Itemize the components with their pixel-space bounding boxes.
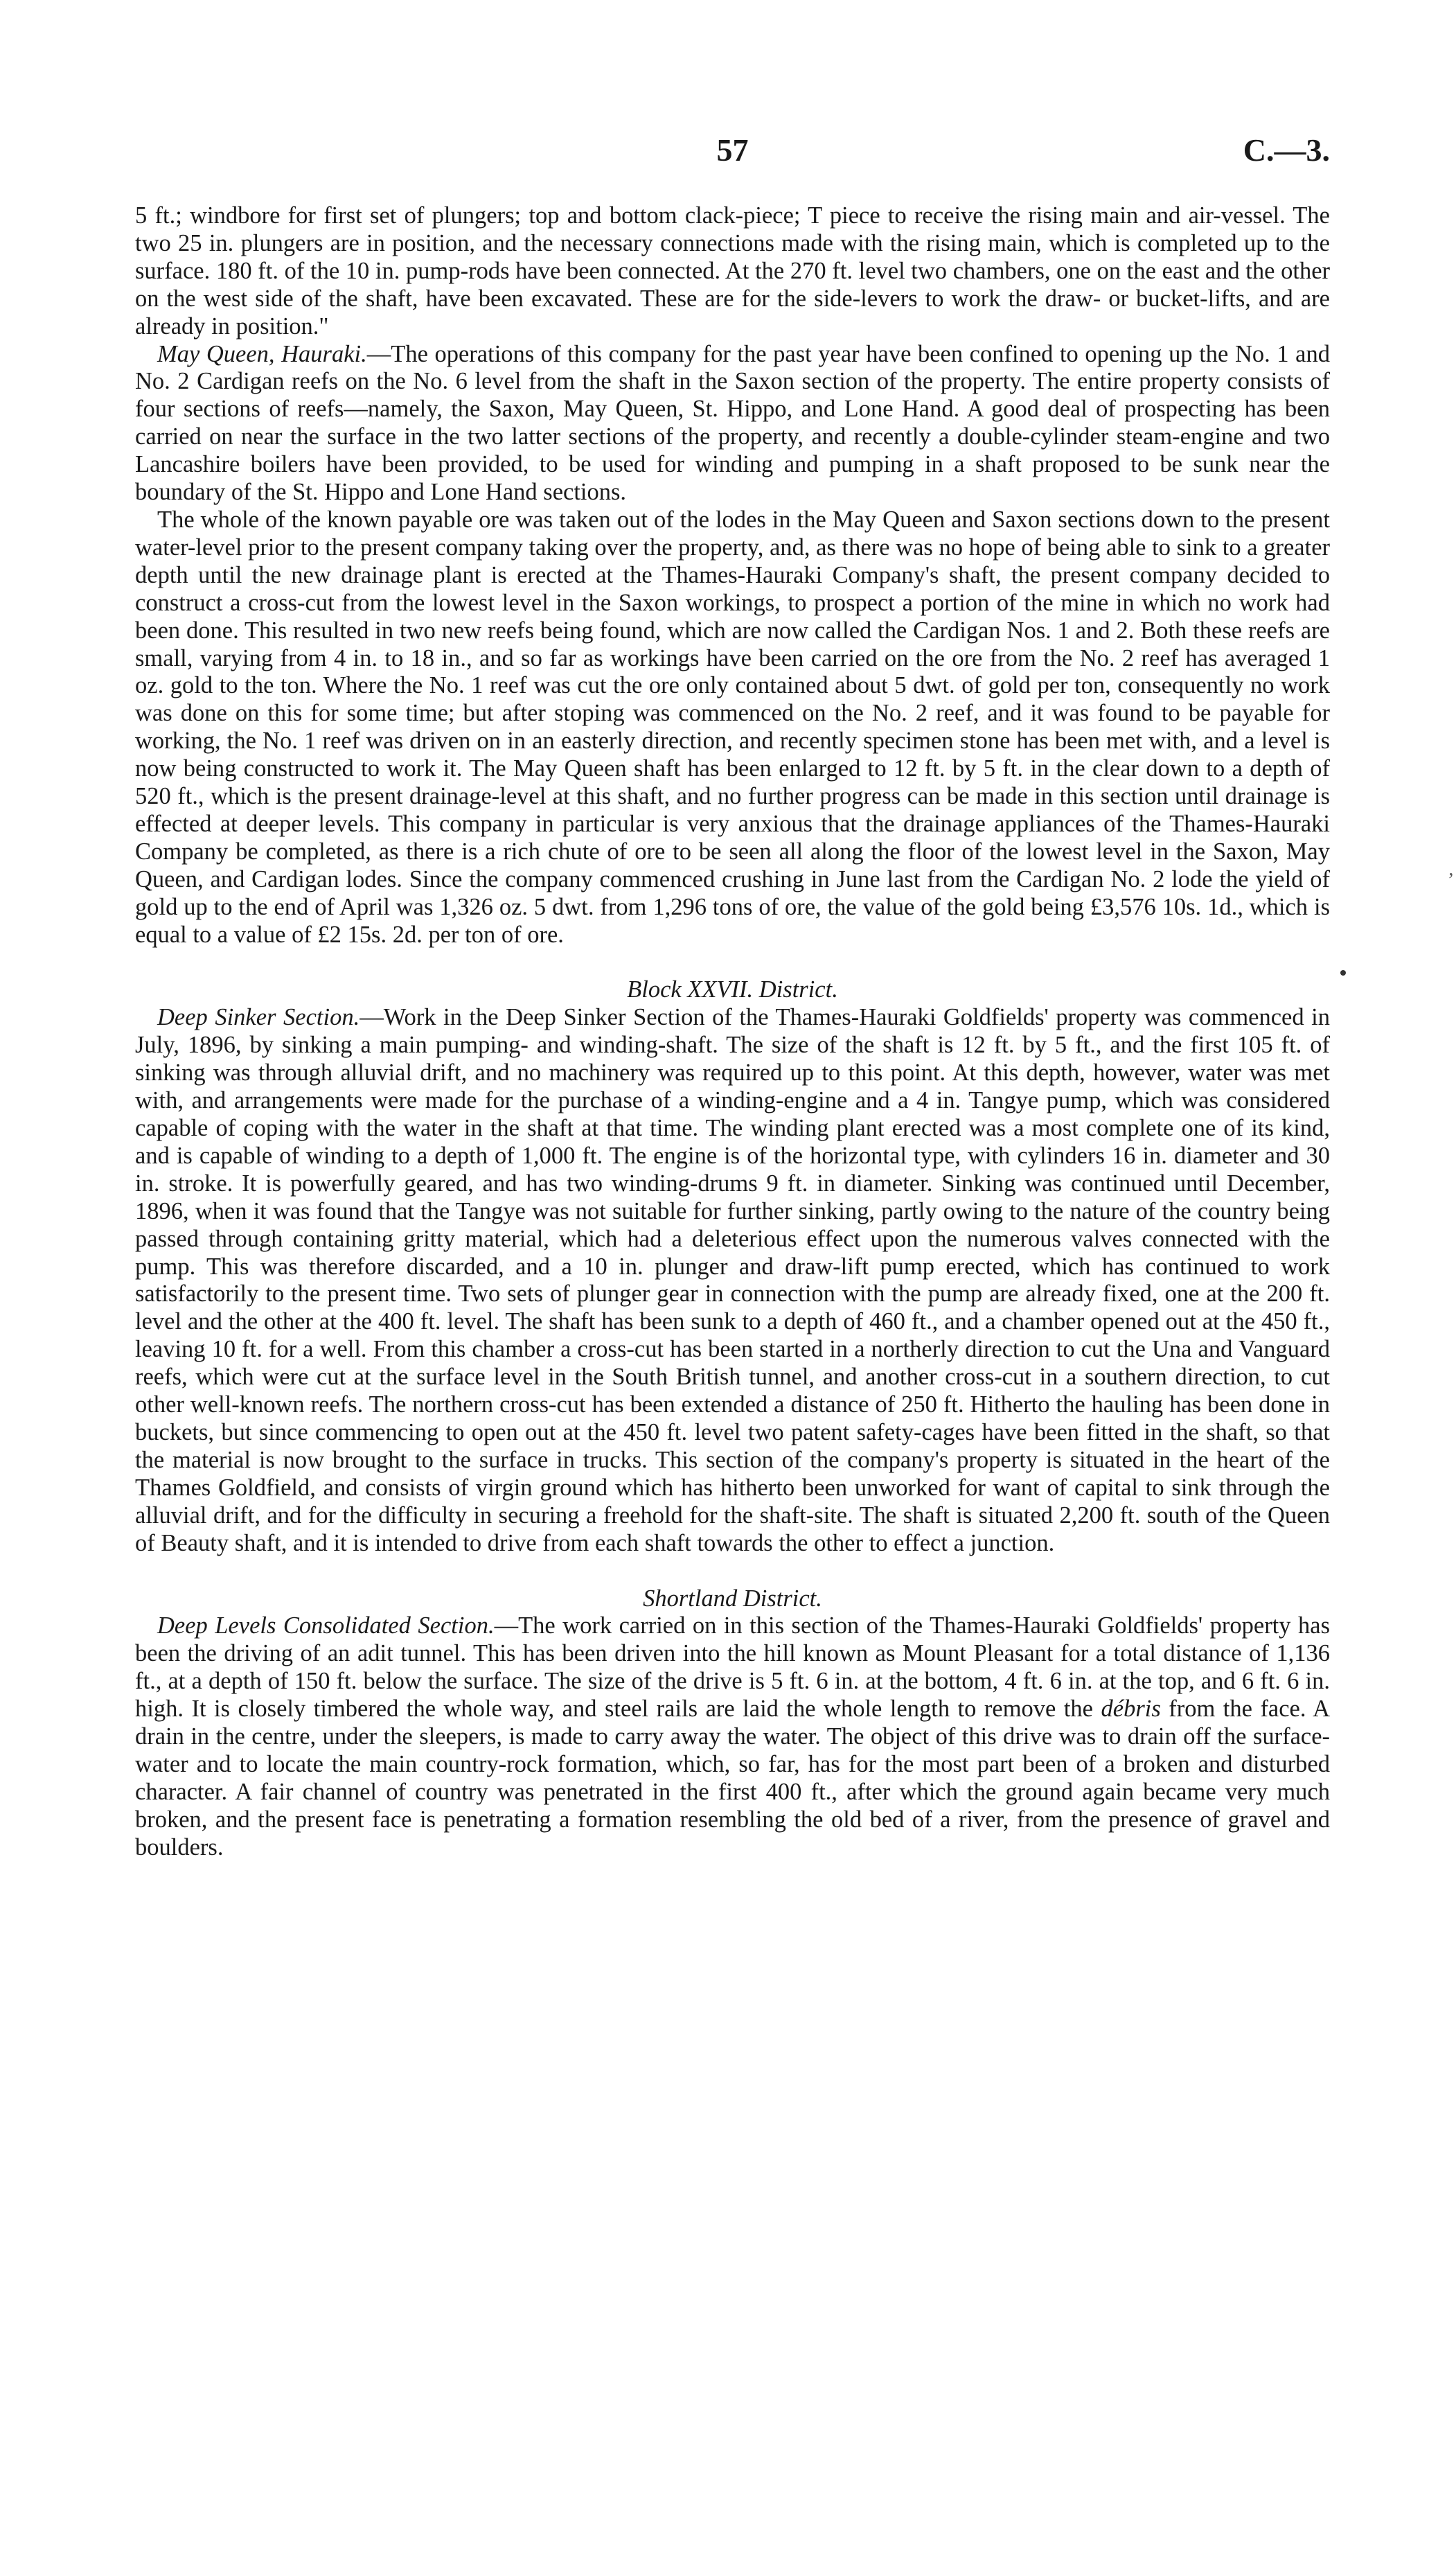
paragraph-may-queen	[135, 341, 1330, 507]
paragraph-text: from the face. A drain in the centre, under the sleepers, is made to carry away the water. The object of this drive was to drain off the surface-water and to locate the main country-rock formation, which, so far, has for the most part been of a broken and disturbed character. A fair channel of country was penetrated in the first 400 ft., after which the ground again became very much broken, and the present face is penetrating a formation resembling the old bed of a river, from the presence of gravel and boulders.	[135, 1696, 1330, 1860]
margin-mark: ’	[1448, 870, 1455, 891]
ink-dot	[1340, 970, 1346, 976]
section-title-may-queen: May Queen, Hauraki.	[157, 340, 367, 367]
emphasis-debris: débris	[1101, 1696, 1161, 1723]
paragraph-text: —Work in the Deep Sinker Section of the Thames-Hauraki Goldfields' property was commenced in July, 1896, by sinking a main pumping- and winding-shaft. The size of the shaft is 12 ft. by 5 ft., and the first 105 ft. of sinking was through alluvial drift, and no machinery was required up to this point. At this depth, however, water was met with, and arrangements were made for the purchase of a winding-engine and a 4 in. Tangye pump, which was considered capable of coping with the water in the shaft at that time. The winding plant erected was a most complete one of its kind, and is capable of winding to a depth of 1,000 ft. The engine is of the horizontal type, with cylinders 16 in. diameter and 30 in. stroke. It is powerfully geared, and has two winding-drums 9 ft. in diameter. Sinking was continued until December, 1896, when it was found that the Tangye was not suitable for further sinking, partly owing to the nature of the country being passed through containing gritty material, which had a deleterious effect upon the numerous valves connected with the pump. This was therefore discarded, and a 10 in. plunger and draw-lift pump erected, which has continued to work satisfactorily to the present time. Two sets of plunger gear in connection with the pump are already fixed, one at the 200 ft. level and the other at the 400 ft. level. The shaft has been sunk to a depth of 460 ft., and a chamber opened out at the 450 ft., leaving 10 ft. for a well. From this chamber a cross-cut has been started in a northerly direction to cut the Una and Vanguard reefs, which were cut at the surface level in the South British tunnel, and another cross-cut in a southern direction, to cut other well-known reefs. The northern cross-cut has been extended a distance of 250 ft. Hitherto the hauling has been done in buckets, but since commencing to open out at the 450 ft. level two patent safety-cages have been fitted in the shaft, so that the material is now brought to the surface in trucks. This section of the company's property is situated in the heart of the Thames Goldfield, and consists of virgin ground which has hitherto been unworked for want of capital to sink through the alluvial drift, and for the difficulty in securing a freehold for the shaft-site. The shaft is situated 2,200 ft. south of the Queen of Beauty shaft, and it is intended to drive from each shaft towards the other to effect a junction.	[135, 1004, 1330, 1556]
paragraph-text: —The operations of this company for the past year have been confined to opening up the No. 1 and No. 2 Cardigan reefs on the No. 6 level from the shaft in the Saxon section of the property. The entire property consists of four sections of reefs—namely, the Saxon, May Queen, St. Hippo, and Lone Hand. A good deal of prospecting has been carried on near the surface in the two latter sections of the property, and recently a double-cylinder steam-engine and two Lancashire boilers have been provided, to be used for winding and pumping in a shaft proposed to be sunk near the boundary of the St. Hippo and Lone Hand sections.	[135, 340, 1330, 506]
heading-block-xxvii: Block XXVII. District.	[627, 976, 838, 1003]
paragraph-text: —The work carried on in this section of the Thames-Hauraki Goldfields' property has been the driving of an adit tunnel. This has been driven into the hill known as Mount Pleasant for a total distance of 1,136 ft., at a depth of 150 ft. below the surface. The size of the drive is 5 ft. 6 in. at the bottom, 4 ft. 6 in. at the top, and 6 ft. 6 in. high. It is closely timbered the whole way, and steel rails are laid the whole length to remove the	[135, 1612, 1330, 1723]
section-title-deep-sinker: Deep Sinker Section.	[157, 1004, 360, 1031]
page-header	[135, 132, 1330, 180]
heading-shortland-district: Shortland District.	[643, 1585, 822, 1612]
paragraph-deep-sinker	[135, 1004, 1330, 1557]
page-number: 57	[716, 132, 749, 168]
paragraph-continuation: 5 ft.; windbore for first set of plungers; top and bottom clack-piece; T piece to receive the rising main and air-vessel. The two 25 in. plungers are in position, and the necessary connections made with the rising main, which is completed up to the surface. 180 ft. of the 10 in. pump-rods have been connected. At the 270 ft. level two chambers, one on the east and the other on the west side of the shaft, have been excavated. These are for the side-levers to work the draw- or bucket-lifts, and are already in position."	[135, 202, 1330, 340]
paragraph-may-queen-details: The whole of the known payable ore was taken out of the lodes in the May Queen and Saxon sections down to the present water-level prior to the present company taking over the property, and, as there was no hope of being able to sink to a greater depth until the new drainage plant is erected at the Thames-Hauraki Company's shaft, the present company decided to construct a cross-cut from the lowest level in the Saxon workings, to prospect a portion of the mine in which no work had been done. This resulted in two new reefs being found, which are now called the Cardigan Nos. 1 and 2. Both these reefs are small, varying from 4 in. to 18 in., and so far as workings have been carried on the ore from the No. 2 reef has averaged 1 oz. gold to the ton. Where the No. 1 reef was cut the ore only contained about 5 dwt. of gold per ton, consequently no work was done on this for some time; but after stoping was commenced on the No. 2 reef, and it was found to be payable for working, the No. 1 reef was driven on in an easterly direction, and recently specimen stone has been met with, and a level is now being constructed to work it. The May Queen shaft has been enlarged to 12 ft. by 5 ft. in the clear down to a depth of 520 ft., which is the present drainage-level at this shaft, and no further progress can be made in this section until drainage is effected at deeper levels. This company in particular is very anxious that the drainage appliances of the Thames-Hauraki Company be completed, as there is a rich chute of ore to be seen all along the floor of the lowest level in the Saxon, May Queen, and Cardigan lodes. Since the company commenced crushing in June last from the Cardigan No. 2 lode the yield of gold up to the end of April was 1,326 oz. 5 dwt. from 1,296 tons of ore, the value of the gold being £3,576 10s. 1d., which is equal to a value of £2 15s. 2d. per ton of ore.	[135, 506, 1330, 948]
body-text	[135, 202, 1330, 1862]
paragraph-deep-levels	[135, 1612, 1330, 1861]
document-reference: C.—3.	[1243, 132, 1330, 168]
section-title-deep-levels: Deep Levels Consolidated Section.	[157, 1612, 495, 1639]
